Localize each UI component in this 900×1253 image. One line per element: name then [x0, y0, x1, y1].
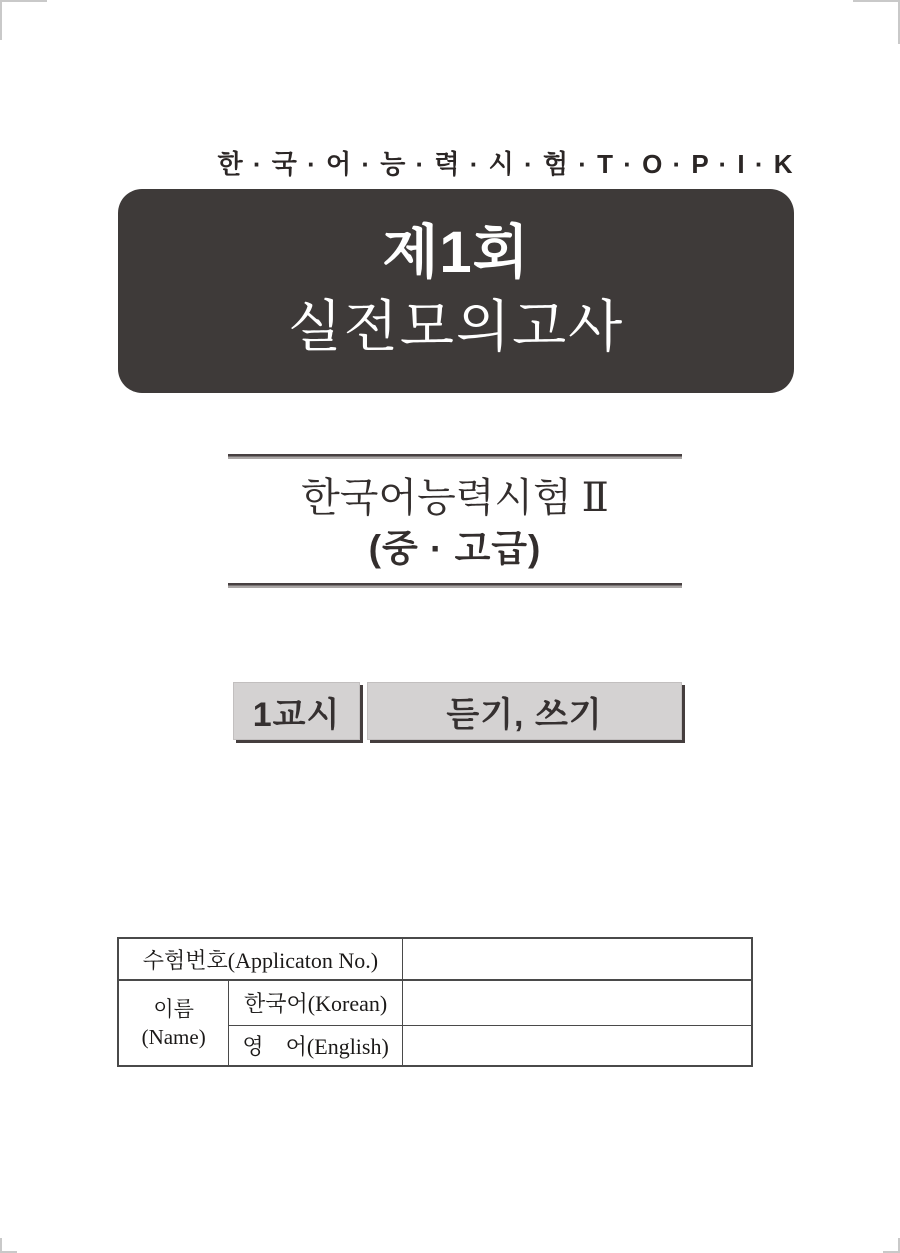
- exam-level-title: 한국어능력시험 Ⅱ: [301, 475, 609, 520]
- session-subjects-box: [367, 682, 682, 740]
- korean-name-field: [402, 980, 752, 1025]
- korean-name-label-cell: 한국어(Korean): [229, 980, 403, 1025]
- topik-brand-text: 한 · 국 · 어 · 능 · 력 · 시 · 험 · T · O · P · I · K: [217, 149, 794, 179]
- corner-mark-top-left: [0, 0, 47, 40]
- english-name-label-cell: 영 어(English): [229, 1025, 403, 1066]
- mock-exam-title: 실전모의고사: [287, 295, 625, 358]
- corner-mark-bottom-right: [883, 1238, 900, 1253]
- english-name-field: [402, 1025, 752, 1066]
- title-box: [118, 189, 794, 393]
- session-period-box: [233, 682, 360, 740]
- corner-mark-top-right: [853, 0, 900, 44]
- session-subjects-label: 듣기, 쓰기: [446, 695, 603, 734]
- level-range-label: (중 · 고급): [368, 528, 542, 569]
- double-rule-bottom: [228, 583, 682, 588]
- session-period-label: 1교시: [252, 695, 341, 734]
- table-row: [118, 980, 752, 1025]
- corner-mark-bottom-left: [0, 1238, 17, 1253]
- round-number-title: 제1회: [382, 220, 530, 285]
- applicant-info-table: [117, 937, 753, 1067]
- double-rule-top: [228, 454, 682, 459]
- table-row: [118, 938, 752, 980]
- application-no-label-cell: 수험번호(Applicaton No.): [118, 938, 402, 980]
- name-label-english: (Name): [141, 1025, 206, 1049]
- name-label-korean: 이름: [153, 997, 194, 1021]
- subtitle-section: [228, 454, 682, 588]
- name-label-cell: [118, 980, 229, 1066]
- application-no-field: [402, 938, 752, 980]
